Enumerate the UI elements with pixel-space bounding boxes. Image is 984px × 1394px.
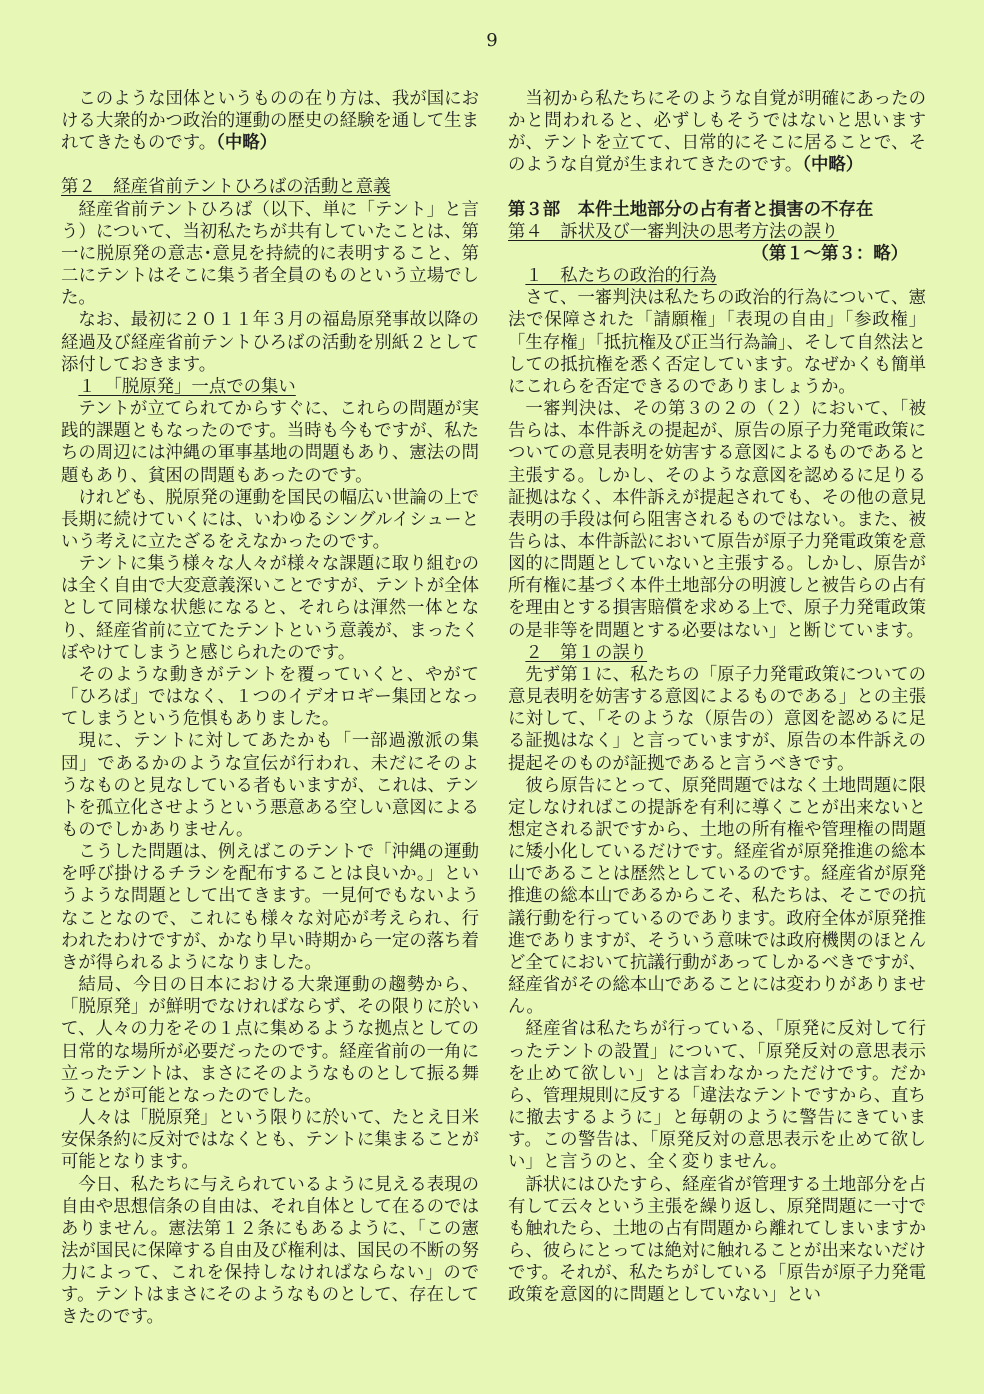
paragraph: 現に、テントに対してあたかも「一部過激派の集団」であるかのような宣伝が行われ、未だにそのようなものと見なしている者もいますが、これは、テントを孤立化させようという悪意ある空しい意図によるものでしかありません。 (61, 731, 479, 840)
paragraph-text: 当初から私たちにそのような自覚が明確にあったのかと問われると、必ずしもそうではないと思いますが、テントを立てて、日常的にそこに居ることで、そのような自覚が生まれてきたのです。 (508, 89, 926, 176)
paragraph: 今日、私たちに与えられているように見える表現の自由や思想信条の自由は、それ自体として在るのではありません。憲法第１２条にもあるように、「この憲法が国民に保障する自由及び権利は、国民の不断の努力によって、これを保持しなければならない」のです。テントはまさにそのようなものとして、存在してきたのです。 (61, 1174, 479, 1328)
paragraph (508, 88, 926, 177)
blank-line (508, 177, 926, 199)
paragraph: 先ず第１に、私たちの「原子力発電政策についての意見表明を妨害する意図によるものである」との主張に対して、「そのような（原告の）意図を認めるに足る証拠はなく」と言っていますが、原告の本件訴えの提起そのものが証拠であると言うべきです。 (508, 664, 926, 774)
part-heading: 第３部 本件土地部分の占有者と損害の不存在 (508, 199, 874, 220)
section-heading: 第２ 経産省前テントひろばの活動と意義 (61, 177, 391, 198)
paragraph: こうした問題は、例えばこのテントで「沖縄の運動を呼び掛けるチラシを配布することは良いか。」というような問題として出てきます。一見何でもないようなことなので、これにも様々な対応が考えられ、行われたわけですが、かなり早い時期から一定の落ち着きが得られるようになりました。 (61, 842, 479, 973)
section-heading: 第４ 訴状及び一審判決の思考方法の誤り (508, 221, 839, 242)
paragraph: 結局、今日の日本における大衆運動の趨勢から、「脱原発」が鮮明でなければならず、その限りに於いて、人々の力をその１点に集めるような拠点としての日常的な場所が必要だったのです。経産省前の一角に立ったテントは、まさにそのようなものとして振る舞うことが可能となったのでした。 (61, 975, 479, 1106)
paragraph: テントに集う様々な人々が様々な課題に取り組むのは全く自由で大変意義深いことですが、テントが全体として同様な状態になると、それらは渾然一体となり、経産省前に立てたテントという意義が、まったくぼやけてしまうと感じられたのです。 (61, 554, 479, 663)
omission-note: （中略） (802, 155, 864, 176)
left-column (61, 88, 479, 1329)
paragraph: なお、最初に２０１１年３月の福島原発事故以降の経過及び経産省前テントひろばの活動を別紙２として添付しておきます。 (61, 310, 479, 375)
paragraph: さて、一審判決は私たちの政治的行為について、憲法で保障された「請願権」「表現の自由」「参政権」「生存権」「抵抗権及び正当行為論」、そして自然法としての抵抗権を悉く否定しています。なぜかくも簡単にこれらを否定できるのでありましょうか。 (508, 288, 926, 397)
omission-note: （第１～第３：略） (751, 243, 908, 264)
omission-note: （中略） (216, 133, 277, 154)
right-column (508, 88, 926, 1306)
paragraph: 人々は「脱原発」という限りに於いて、たとえ日米安保条約に反対ではなくとも、テントに集まることが可能となります。 (61, 1108, 479, 1173)
blank-line (61, 154, 479, 176)
paragraph: 彼ら原告にとって、原発問題ではなく土地問題に限定しなければこの提訴を有利に導くことが出来ないと想定される訳ですから、土地の所有権や管理権の問題に矮小化しているだけです。経産省が原発推進の総本山であることは歴然としているのです。経産省が原発推進の総本山であるからこそ、私たちは、そこでの抗議行動を行っているのであります。政府全体が原発推進でありますが、そういう意味では政府機関のほとんど全てにおいて抗議行動があってしかるべきですが、経産省がその総本山であることには変わりがありません。 (508, 775, 926, 1018)
page-number: 9 (486, 30, 498, 51)
paragraph: 経産省前テントひろば（以下、単に「テント」と言う）について、当初私たちが共有していたことは、第一に脱原発の意志･意見を持続的に表明すること、第二にテントはそこに集う者全員のものという立場でした。 (61, 199, 479, 309)
paragraph: テントが立てられてからすぐに、これらの問題が実践的課題ともなったのです。当時も今もですが、私たちの周辺には沖縄の軍事基地の問題もあり、憲法の問題もあり、貧困の問題もあったのです。 (61, 399, 479, 486)
paragraph: 訴状にはひたすら、経産省が管理する土地部分を占有して云々という主張を繰り返し、原発問題に一寸でも触れたら、土地の占有問題から離れてしまいますから、彼らにとっては絶対に触れることが出来ないだけです。それが、私たちがしている「原告が原子力発電政策を意図的に問題としていない」とい (508, 1174, 926, 1306)
paragraph: けれども、脱原発の運動を国民の幅広い世論の上で長期に続けていくには、いわゆるシングルイシューという考えに立たざるをえなかったのです。 (61, 487, 479, 552)
paragraph (61, 88, 479, 154)
subsection-heading: ２ 第１の誤り (525, 642, 648, 663)
paragraph-text: このような団体というものの在り方は、我が国における大衆的かつ政治的運動の歴史の経験を通して生まれてきたものです。 (61, 89, 479, 154)
paragraph: 経産省は私たちが行っている、「原発に反対して行ったテントの設置」について、「原発反対の意思表示を止めて欲しい」とは言わなかっただけです。だから、管理規則に反する「違法なテントですから、直ちに撤去するように」と毎朝のように警告にきています。この警告は、「原発反対の意思表示を止めて欲しい」と言うのと、全く変りません。 (508, 1019, 926, 1173)
subsection-heading: １ 私たちの政治的行為 (525, 266, 717, 287)
paragraph: 一審判決は、その第３の２の（２）において、「被告らは、本件訴えの提起が、原告の原子力発電政策についての意見表明を妨害する意図によるものであると主張する。しかし、そのような意図を認めるに足りる証拠はなく、本件訴えが提起されても、その他の意見表明の手段は何ら阻害されるものではない。また、被告らは、本件訴訟において原告が原子力発電政策を意図的に問題としていないと主張する。しかし、原告が所有権に基づく本件土地部分の明渡しと被告らの占有を理由とする損害賠償を求める上で、原子力発電政策の是非等を問題とする必要はない」と断じています。 (508, 399, 926, 641)
subsection-heading: １ 「脱原発」一点での集い (78, 376, 296, 397)
paragraph: そのような動きがテントを覆っていくと、やがて「ひろば」ではなく、１つのイデオロギー集団となってしまうという危惧もありました。 (61, 664, 479, 730)
